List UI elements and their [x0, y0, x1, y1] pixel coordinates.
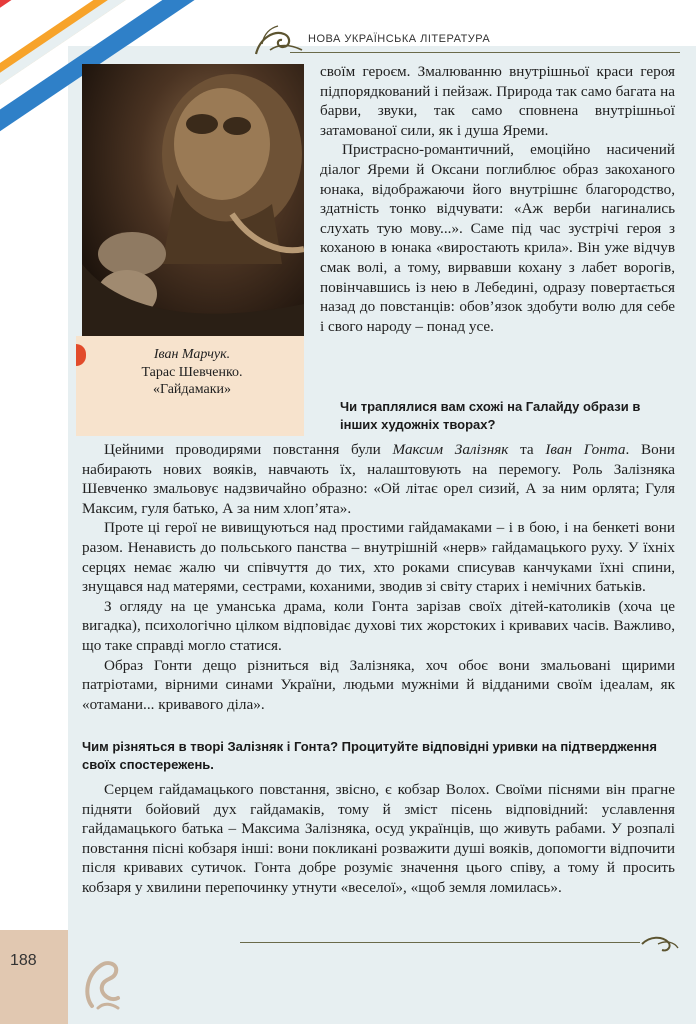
paragraph: Проте ці герої не вивищуються над простими гайдамаками – і в бою, і на бенкеті вони разом. Ненависть до польського панства – внутрішній «нерв» гайдамацького руху. У їхніх серцях немає жалю чи співчуття до тих, хто роками списував канчуками їхні спини, знущався над матерями, сестрами, коханими, зводив зі світу старих і немічних батьків.	[82, 519, 675, 596]
caption-author: Іван Марчук.	[153, 347, 231, 362]
question-2: Чим різняться в творі Залізняк і Гонта? Процитуйте відповідні уривки на підтвердження своїх спостережень.	[82, 739, 657, 772]
paragraph: Цейними проводирями повстання були Максим Залізняк та Іван Гонта. Вони набирають нових вояків, навчають їх, налаштовують на перемогу. Роль Залізняка Шевченко змальовує надзвичайно образно: «Ой літає орел сизий, А за ним орлята; Гуля Максим, гуля батько, А за ним хлоп’ята».	[82, 441, 675, 517]
paragraph: Пристрасно-романтичний, емоційно насичений діалог Яреми й Оксани поглиблює образ закоханого юнака, відображаючи його внутрішнє благородство, здатність тонко відчувати: «Аж верби нагинались слухать тую мову...». Саме під час зустрічі героя з коханою в юнака «виростають крила». Він уже відчув смак волі, а тому, вирвавши кохану з лабет ворогів, повінчавшись із нею в Лебедині, одразу повертається назад до повстанців: обов’язок здобути волю для себе і свого народу – понад усе.	[320, 141, 675, 335]
caption-marker	[76, 344, 86, 366]
paragraph: З огляду на це уманська драма, коли Гонта зарізав своїх дітей-католиків (хоча це вигадка), психологічно цілком відповідає духові тих жорстоких і кривавих часів. Важливо, що таке справді могло статися.	[82, 597, 675, 654]
flourish-icon	[640, 932, 680, 956]
publisher-logo-icon	[78, 956, 126, 1012]
page-tab	[0, 930, 68, 1024]
question-1: Чи траплялися вам схожі на Галайду образи в інших художніх творах?	[340, 399, 641, 432]
header-title: НОВА УКРАЇНСЬКА ЛІТЕРАТУРА	[308, 33, 491, 45]
right-column-text	[320, 62, 675, 336]
ornament-icon	[250, 20, 306, 60]
painting-illustration	[82, 64, 304, 336]
name-zaliznyak: Максим Залізняк	[392, 441, 509, 458]
name-gonta: Іван Гонта	[545, 441, 626, 458]
end-ornament	[240, 932, 680, 956]
paragraph: Серцем гайдамацького повстання, звісно, є кобзар Волох. Своїми піснями він прагне підняти бойовий дух гайдамаків, тому й зміст пісень відповідний: уславлення гайдамацького батька – Максима Залізняка, осуд українців, що живуть рабами. У розпалі повстання пісні кобзаря інші: вони покликані розважити душі вояків, допомогти відпочити після кривавих сутичок. Гонта добре розуміє значення цього співу, а тому й просить кобзаря у хвилини перепочинку утнути «веселої», «щоб земля ломилась».	[82, 781, 675, 896]
running-header	[250, 28, 680, 54]
page-number: 188	[10, 952, 37, 969]
paragraph: своїм героєм. Змалюванню внутрішньої краси героя підпорядкований і пейзаж. Природа так само багата на барви, звуки, так само сповнена внутрішньої затамованої сили, як і душа Яреми.	[320, 63, 675, 139]
caption-subject: Тарас Шевченко.	[141, 364, 243, 380]
main-text-2	[82, 780, 675, 898]
illustration-caption	[88, 346, 296, 399]
caption-title: «Гайдамаки»	[152, 382, 232, 397]
painting-image	[82, 64, 304, 336]
main-text-1	[82, 440, 675, 714]
paragraph: Образ Гонти дещо різниться від Залізняка, хоч обоє вони змальовані щирими патріотами, вірними синами України, людьми мужніми й відданими своїм ідеалам, як «отамани... кривавого діла».	[82, 656, 675, 713]
illustration-caption-box	[76, 336, 304, 436]
